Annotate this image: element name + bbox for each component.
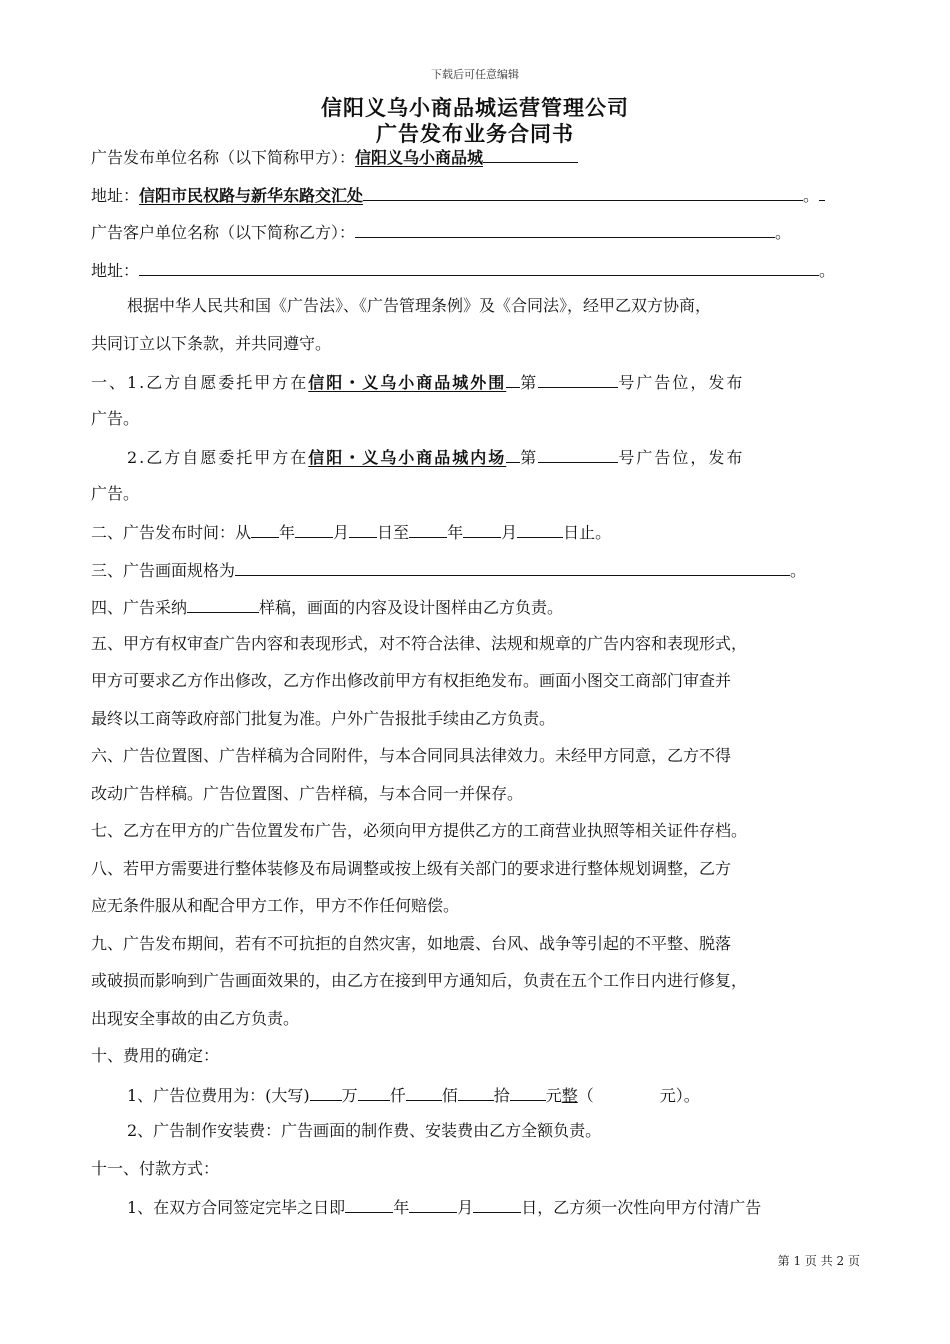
clause-8-line-1: 八、若甲方需要进行整体装修及布局调整或按上级有关部门的要求进行整体规划调整，乙方 — [91, 858, 732, 878]
blank-field — [251, 517, 279, 538]
clause-2 — [91, 517, 881, 555]
clause-5-line-3: 最终以工商等政府部门批复为准。户外广告报批手续由乙方负责。 — [91, 708, 556, 728]
clause-text: 第 — [520, 373, 539, 392]
preamble-line-1: 根据中华人民共和国《广告法》、《广告管理条例》及《合同法》，经甲乙双方协商， — [127, 296, 712, 315]
clause-text: 日止。 — [563, 523, 612, 542]
clause-text: 年 — [279, 523, 296, 542]
preamble-line-2: 共同订立以下条款，并共同遵守。 — [91, 333, 332, 353]
spec-blank — [235, 555, 790, 576]
party-a-label: 广告发布单位名称（以下简称甲方）： — [91, 148, 356, 167]
title-line-1: 信阳义乌小商品城运营管理公司 — [321, 95, 629, 120]
period: 。 — [775, 223, 792, 242]
period: 。 — [790, 560, 807, 580]
sample-blank — [187, 592, 259, 613]
blank-field — [517, 517, 563, 538]
blank-field — [483, 142, 578, 163]
period: 。 — [819, 260, 836, 280]
address-a-line — [91, 180, 881, 218]
blank-field — [458, 1080, 494, 1101]
clause-text: 月 — [333, 523, 350, 542]
blank-field — [310, 1080, 342, 1101]
clause-text: 佰 — [441, 1085, 458, 1105]
clause-text: 三、广告画面规格为 — [91, 560, 236, 580]
clause-text: 1、广告位费用为：(大写) — [127, 1085, 310, 1105]
clause-text: 年 — [393, 1198, 410, 1217]
clause-text: 日，乙方须一次性向甲方付清广告 — [521, 1198, 762, 1217]
address-a-label: 地址： — [91, 185, 140, 205]
blank-field — [358, 1080, 390, 1101]
clause-10-1 — [91, 1080, 881, 1118]
location-inner: 信阳・义乌小商品城内场 — [308, 448, 507, 467]
party-a-name: 信阳义乌小商品城 — [355, 148, 484, 167]
clause-4 — [91, 592, 881, 630]
clause-text: 万 — [341, 1085, 358, 1105]
slot-number-blank — [538, 367, 618, 388]
blank-field — [295, 517, 333, 538]
clause-text: 一、1.乙方自愿委托甲方在 — [91, 373, 309, 392]
address-a-value: 信阳市民权路与新华东路交汇处 — [139, 185, 364, 205]
blank-field — [506, 367, 520, 388]
clause-6-line-1: 六、广告位置图、广告样稿为合同附件，与本合同同具法律效力。未经甲方同意，乙方不得 — [91, 746, 732, 765]
clause-1-1-cont: 广告。 — [91, 408, 140, 428]
clause-8-line-2: 应无条件服从和配合甲方工作，甲方不作任何赔偿。 — [91, 896, 460, 915]
blank-field — [409, 1192, 457, 1213]
clause-3 — [91, 555, 881, 593]
blank-field — [510, 1080, 546, 1101]
clause-text: 仟 — [389, 1085, 406, 1105]
clause-9-line-3: 出现安全事故的由乙方负责。 — [91, 1008, 300, 1028]
clause-11-1 — [91, 1192, 881, 1230]
location-outer: 信阳・义乌小商品城外围 — [308, 373, 507, 392]
blank-field — [463, 517, 501, 538]
blank-field — [406, 1080, 442, 1101]
clause-text: 样稿，画面的内容及设计图样由乙方负责。 — [259, 598, 564, 617]
address-b-label: 地址： — [91, 260, 140, 280]
clause-1-2-cont: 广告。 — [91, 483, 140, 503]
clause-6-line-2: 改动广告样稿。广告位置图、广告样稿，与本合同一并保存。 — [91, 783, 524, 803]
clause-11: 十一、付款方式： — [91, 1158, 220, 1178]
clause-text: 元 — [659, 1085, 676, 1105]
clause-text: 2.乙方自愿委托甲方在 — [127, 448, 309, 467]
clause-text: （ — [577, 1085, 594, 1105]
blank-field — [345, 1192, 393, 1213]
clause-9-line-2: 或破损而影响到广告画面效果的，由乙方在接到甲方通知后，负责在五个工作日内进行修复， — [91, 971, 748, 990]
clause-text: 元 — [545, 1085, 562, 1105]
party-b-label: 广告客户单位名称（以下简称乙方）： — [91, 223, 356, 242]
party-b-blank — [355, 217, 775, 238]
party-a-line — [91, 142, 881, 180]
address-b-blank — [139, 255, 819, 276]
blank-field — [409, 517, 447, 538]
blank-field — [506, 442, 520, 463]
clause-5-line-2: 甲方可要求乙方作出修改，乙方作出修改前甲方有权拒绝发布。画面小图交工商部门审查并 — [91, 671, 732, 690]
address-b-line — [91, 255, 881, 293]
clause-text: 号广告位，发布 — [618, 373, 745, 392]
blank-field — [473, 1192, 521, 1213]
clause-1-2 — [91, 442, 881, 480]
clause-text: 月 — [501, 523, 518, 542]
clause-text: 第 — [520, 448, 539, 467]
clause-text: 年 — [447, 523, 464, 542]
blank-field — [819, 180, 825, 201]
header-note: 下载后可任意编辑 — [431, 68, 519, 81]
clause-text: 拾 — [493, 1085, 510, 1105]
clause-5-line-1: 五、甲方有权审查广告内容和表现形式，对不符合法律、法规和规章的广告内容和表现形式， — [91, 633, 748, 653]
page-footer: 第 1 页 共 2 页 — [777, 1254, 860, 1268]
clause-10: 十、费用的确定： — [91, 1046, 220, 1065]
clause-text: ）。 — [675, 1085, 700, 1105]
contract-body — [91, 142, 881, 1230]
blank-field — [349, 517, 377, 538]
title-line-2: 广告发布业务合同书 — [376, 121, 574, 146]
slot-number-blank — [538, 442, 618, 463]
clause-text: 1、在双方合同签定完毕之日即 — [127, 1198, 346, 1217]
clause-9-line-1: 九、广告发布期间，若有不可抗拒的自然灾害，如地震、台风、战争等引起的不平整、脱落 — [91, 933, 732, 953]
blank-field — [363, 180, 803, 201]
clause-1-1 — [91, 367, 881, 405]
clause-text: 整 — [561, 1085, 578, 1105]
period: 。 — [803, 185, 820, 205]
clause-7: 七、乙方在甲方的广告位置发布广告，必须向甲方提供乙方的工商营业执照等相关证件存档。 — [91, 821, 748, 840]
clause-text: 四、广告采纳 — [91, 598, 188, 617]
party-b-line — [91, 217, 881, 255]
clause-10-2: 2、广告制作安装费：广告画面的制作费、安装费由乙方全额负责。 — [127, 1121, 602, 1140]
clause-text: 二、广告发布时间：从 — [91, 523, 252, 542]
clause-text: 月 — [457, 1198, 474, 1217]
clause-text: 号广告位，发布 — [618, 448, 745, 467]
clause-text: 日至 — [377, 523, 410, 542]
